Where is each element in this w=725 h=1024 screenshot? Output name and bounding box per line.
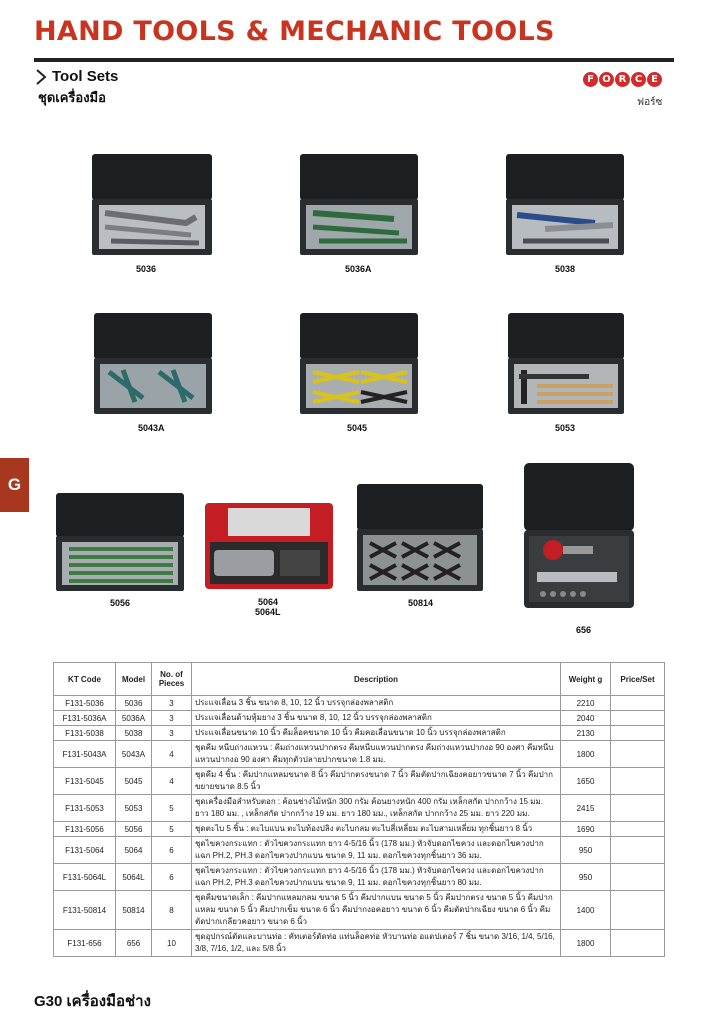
table-row xyxy=(54,768,665,795)
cell-pieces: 3 xyxy=(152,726,192,741)
cell-price xyxy=(611,768,665,795)
cell-model: 656 xyxy=(116,930,152,957)
cell-price xyxy=(611,837,665,864)
cell-code: F131-5045 xyxy=(54,768,116,795)
product-label: 5043A xyxy=(138,423,165,433)
table-row xyxy=(54,822,665,837)
cell-code: F131-5038 xyxy=(54,726,116,741)
cell-description: ชุดไขควงกระแทก : ตัวไขควงกระแทก ยาว 4-5/16 นิ้ว (178 มม.) หัวจับดอกไขควง และดอกไขควงปากแฉก PH.2, PH.3 ดอกไขควงปากแบน ขนาด 9, 11 มม. ดอกไขควงทุกชิ้นยาว 36 มม. xyxy=(192,837,561,864)
cell-price xyxy=(611,726,665,741)
cell-pieces: 4 xyxy=(152,741,192,768)
cell-pieces: 5 xyxy=(152,795,192,822)
cell-weight: 2415 xyxy=(561,795,611,822)
table-header: No. of Pieces xyxy=(152,663,192,696)
cell-code: F131-5036 xyxy=(54,696,116,711)
table-row xyxy=(54,891,665,930)
brand-letter: C xyxy=(631,72,646,87)
table-row xyxy=(54,795,665,822)
table-row xyxy=(54,837,665,864)
product-label: 5038 xyxy=(555,264,576,274)
product-image-5036a xyxy=(299,153,419,256)
page-footer xyxy=(34,989,151,1013)
cell-code: F131-5064L xyxy=(54,864,116,891)
cell-description: ชุดเครื่องมือสำหรับตอก : ค้อนช่างไม้หนัก 300 กรัม ค้อนยางหนัก 400 กรัม เหล็กสกัด ปากกว้าง 15 มม. ยาว 180 มม. , เหล็กสกัด ปากกว้าง 19 มม. ยาว 180 มม., เหล็กสกัด ปากกว้าง 25 มม. ยาว 220 มม. xyxy=(192,795,561,822)
product-label: 5064 xyxy=(258,597,279,607)
cell-pieces: 6 xyxy=(152,837,192,864)
cell-code: F131-656 xyxy=(54,930,116,957)
cell-price xyxy=(611,822,665,837)
table-header: Weight g xyxy=(561,663,611,696)
cell-model: 5064 xyxy=(116,837,152,864)
product-label: 50814 xyxy=(408,598,434,608)
cell-pieces: 5 xyxy=(152,822,192,837)
cell-model: 5038 xyxy=(116,726,152,741)
cell-pieces: 10 xyxy=(152,930,192,957)
product-label: 5036 xyxy=(136,264,157,274)
brand-subtitle: ฟอร์ซ xyxy=(637,97,663,108)
cell-model: 5036 xyxy=(116,696,152,711)
cell-weight: 2040 xyxy=(561,711,611,726)
table-header: Price/Set xyxy=(611,663,665,696)
table-row xyxy=(54,864,665,891)
cell-pieces: 3 xyxy=(152,711,192,726)
cell-description: ชุดไขควงกระแทก : ตัวไขควงกระแทก ยาว 4-5/16 นิ้ว (178 มม.) หัวจับดอกไขควง และดอกไขควงปากแฉก PH.2, PH.3 ดอกไขควงปากแบน ขนาด 9, 11 มม. ดอกไขควงทุกชิ้นยาว 80 มม. xyxy=(192,864,561,891)
cell-description: ชุดคีม 4 ชิ้น : คีมปากแหลมขนาด 8 นิ้ว คีมปากตรงขนาด 7 นิ้ว คีมตัดปากเฉียงคอยาวขนาด 7 นิ้ว คีมปากขยายขนาด 8.5 นิ้ว xyxy=(192,768,561,795)
footer-title: เครื่องมือช่าง xyxy=(66,993,151,1010)
product-image-50814 xyxy=(356,483,484,593)
brand-letter: O xyxy=(599,72,614,87)
cell-weight: 1400 xyxy=(561,891,611,930)
cell-code: F131-5064 xyxy=(54,837,116,864)
table-row xyxy=(54,696,665,711)
cell-price xyxy=(611,795,665,822)
section-title: Tool Sets xyxy=(52,68,119,85)
cell-weight: 950 xyxy=(561,837,611,864)
table-header: KT Code xyxy=(54,663,116,696)
header-rule xyxy=(34,58,674,62)
cell-price xyxy=(611,864,665,891)
product-image-5056 xyxy=(55,492,185,592)
table-row xyxy=(54,741,665,768)
table-row xyxy=(54,930,665,957)
table-row xyxy=(54,711,665,726)
product-image-656 xyxy=(523,462,635,610)
cell-price xyxy=(611,891,665,930)
cell-weight: 1690 xyxy=(561,822,611,837)
table-header: Model xyxy=(116,663,152,696)
cell-description: ชุดตะไบ 5 ชิ้น : ตะไบแบน ตะไบท้องปลิง ตะไบกลม ตะไบสี่เหลี่ยม ตะไบสามเหลี่ยม ทุกชิ้นยาว 8 นิ้ว xyxy=(192,822,561,837)
cell-weight: 1800 xyxy=(561,930,611,957)
brand-letter: E xyxy=(647,72,662,87)
cell-description: ชุดคีม หนีบถ่างแหวน : คีมถ่างแหวนปากตรง คีมหนีบแหวนปากตรง คีมถ่างแหวนปากงอ 90 องศา คีมหนีบแหวนปากงอ 90 องศา คีมทุกตัวปลายปากขนาด 1.8 มม. xyxy=(192,741,561,768)
product-image-5043a xyxy=(93,312,213,415)
cell-code: F131-5056 xyxy=(54,822,116,837)
chevron-right-icon xyxy=(34,68,48,86)
brand-letter: R xyxy=(615,72,630,87)
cell-price xyxy=(611,711,665,726)
page-title: HAND TOOLS & MECHANIC TOOLS xyxy=(34,16,555,47)
cell-model: 5056 xyxy=(116,822,152,837)
cell-pieces: 4 xyxy=(152,768,192,795)
product-label: 5064L xyxy=(255,607,281,617)
cell-model: 5043A xyxy=(116,741,152,768)
cell-description: ชุดอุปกรณ์ตัดและบานท่อ : คัทเตอร์ตัดท่อ แท่นล็อคท่อ หัวบานท่อ อแดปเตอร์ 7 ชิ้น ขนาด 3/16, 1/4, 5/16, 3/8, 7/16, 1/2, และ 5/8 นิ้ว xyxy=(192,930,561,957)
cell-description: ชุดคีมขนาดเล็ก : คีมปากแหลมกลม ขนาด 5 นิ้ว คีมปากแบน ขนาด 5 นิ้ว คีมปากตรง ขนาด 5 นิ้ว คีมปากแหลม ขนาด 5 นิ้ว คีมปากเข็ม ขนาด 6 นิ้ว คีมปากงอคอยาว ขนาด 6 นิ้ว คีมตัดปากเฉียง ขนาด 6 นิ้ว คีมตัดปากเกลียวคอยาว ขนาด 6 นิ้ว xyxy=(192,891,561,930)
product-label: 656 xyxy=(576,625,592,635)
cell-model: 5045 xyxy=(116,768,152,795)
cell-code: F131-50814 xyxy=(54,891,116,930)
page-number: G30 xyxy=(34,993,63,1010)
product-image-5064 xyxy=(204,502,334,590)
cell-pieces: 6 xyxy=(152,864,192,891)
cell-price xyxy=(611,930,665,957)
brand-logo xyxy=(583,72,662,87)
cell-description: ประแจเลื่อน 3 ชิ้น ขนาด 8, 10, 12 นิ้ว บรรจุกล่องพลาสติก xyxy=(192,696,561,711)
section-tab: G xyxy=(0,458,29,512)
cell-model: 5064L xyxy=(116,864,152,891)
cell-weight: 2130 xyxy=(561,726,611,741)
section-subtitle: ชุดเครื่องมือ xyxy=(38,90,106,105)
product-label: 5045 xyxy=(347,423,368,433)
cell-pieces: 3 xyxy=(152,696,192,711)
product-image-5038 xyxy=(505,153,625,256)
product-image-5036 xyxy=(91,153,213,256)
table-row xyxy=(54,726,665,741)
product-label: 5053 xyxy=(555,423,576,433)
cell-price xyxy=(611,741,665,768)
brand-letter: F xyxy=(583,72,598,87)
product-table xyxy=(53,662,665,957)
cell-code: F131-5043A xyxy=(54,741,116,768)
cell-model: 50814 xyxy=(116,891,152,930)
cell-code: F131-5053 xyxy=(54,795,116,822)
cell-description: ประแจเลื่อนด้ามหุ้มยาง 3 ชิ้น ขนาด 8, 10, 12 นิ้ว บรรจุกล่องพลาสติก xyxy=(192,711,561,726)
cell-code: F131-5036A xyxy=(54,711,116,726)
cell-model: 5036A xyxy=(116,711,152,726)
product-image-5045 xyxy=(299,312,419,415)
product-image-5053 xyxy=(507,312,625,415)
cell-price xyxy=(611,696,665,711)
cell-description: ประแจเลื่อนขนาด 10 นิ้ว คีมล็อคขนาด 10 นิ้ว คีมคอเลื่อนขนาด 10 นิ้ว บรรจุกล่องพลาสติก xyxy=(192,726,561,741)
cell-weight: 1650 xyxy=(561,768,611,795)
cell-pieces: 8 xyxy=(152,891,192,930)
cell-model: 5053 xyxy=(116,795,152,822)
cell-weight: 2210 xyxy=(561,696,611,711)
table-header: Description xyxy=(192,663,561,696)
cell-weight: 950 xyxy=(561,864,611,891)
product-label: 5056 xyxy=(110,598,131,608)
cell-weight: 1800 xyxy=(561,741,611,768)
product-label: 5036A xyxy=(345,264,372,274)
